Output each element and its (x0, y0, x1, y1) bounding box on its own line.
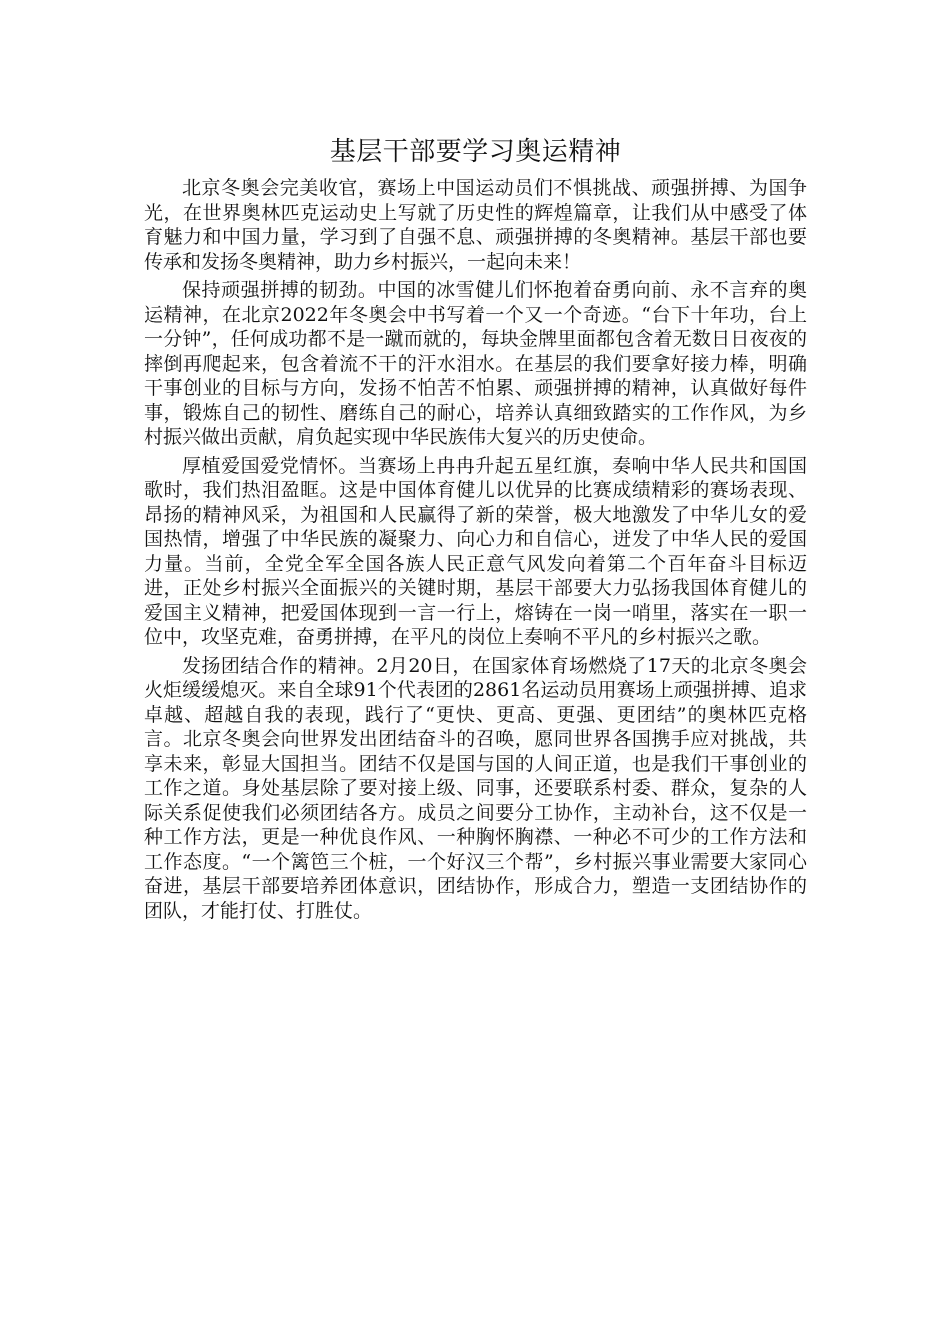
document-title: 基层干部要学习奥运精神 (329, 137, 622, 167)
document-page (144, 132, 807, 923)
paragraph-perseverance: 保持顽强拼搏的韧劲。中国的冰雪健儿们怀抱着奋勇向前、永不言弃的奥运精神，在北京2022年冬奥会中书写着一个又一个奇迹。“台下十年功，台上一分钟”，任何成功都不是一蹴而就的，每块金牌里面都包含着无数日日夜夜的摔倒再爬起来，包含着流不干的汗水泪水。在基层的我们要拿好接力棒，明确干事创业的目标与方向，发扬不怕苦不怕累、顽强拼搏的精神，认真做好每件事，锻炼自己的韧性、磨练自己的耐心，培养认真细致踏实的工作作风，为乡村振兴做出贡献，肩负起实现中华民族伟大复兴的历史使命。 (144, 279, 807, 448)
paragraph-patriotism: 厚植爱国爱党情怀。当赛场上冉冉升起五星红旗，奏响中华人民共和国国歌时，我们热泪盈眶。这是中国体育健儿以优异的比赛成绩精彩的赛场表现、昂扬的精神风采，为祖国和人民赢得了新的荣誉，极大地激发了中华儿女的爱国热情，增强了中华民族的凝聚力、向心力和自信心，迸发了中华人民的爱国力量。当前，全党全军全国各族人民正意气风发向着第二个百年奋斗目标迈进，正处乡村振兴全面振兴的关键时期，基层干部要大力弘扬我国体育健儿的爱国主义精神，把爱国体现到一言一行上，熔铸在一岗一哨里，落实在一职一位中，攻坚克难，奋勇拼搏，在平凡的岗位上奏响不平凡的乡村振兴之歌。 (144, 454, 807, 648)
paragraph-unity: 发扬团结合作的精神。2月20日，在国家体育场燃烧了17天的北京冬奥会火炬缓缓熄灭。来自全球91个代表团的2861名运动员用赛场上顽强拼搏、追求卓越、超越自我的表现，践行了“更快、更高、更强、更团结”的奥林匹克格言。北京冬奥会向世界发出团结奋斗的召唤，愿同世界各国携手应对挑战，共享未来，彰显大国担当。团结不仅是国与国的人间正道，也是我们干事创业的工作之道。身处基层除了要对接上级、同事，还要联系村委、群众，复杂的人际关系促使我们必须团结各方。成员之间要分工协作，主动补台，这不仅是一种工作方法，更是一种优良作风、一种胸怀胸襟、一种必不可少的工作方法和工作态度。“一个篱笆三个桩，一个好汉三个帮”，乡村振兴事业需要大家同心奋进，基层干部要培养团体意识，团结协作，形成合力，塑造一支团结协作的团队，才能打仗、打胜仗。 (144, 654, 807, 922)
paragraph-intro: 北京冬奥会完美收官，赛场上中国运动员们不惧挑战、顽强拼搏、为国争光，在世界奥林匹克运动史上写就了历史性的辉煌篇章，让我们从中感受了体育魅力和中国力量，学习到了自强不息、顽强拼搏的冬奥精神。基层干部也要传承和发扬冬奥精神，助力乡村振兴，一起向未来！ (144, 177, 807, 273)
